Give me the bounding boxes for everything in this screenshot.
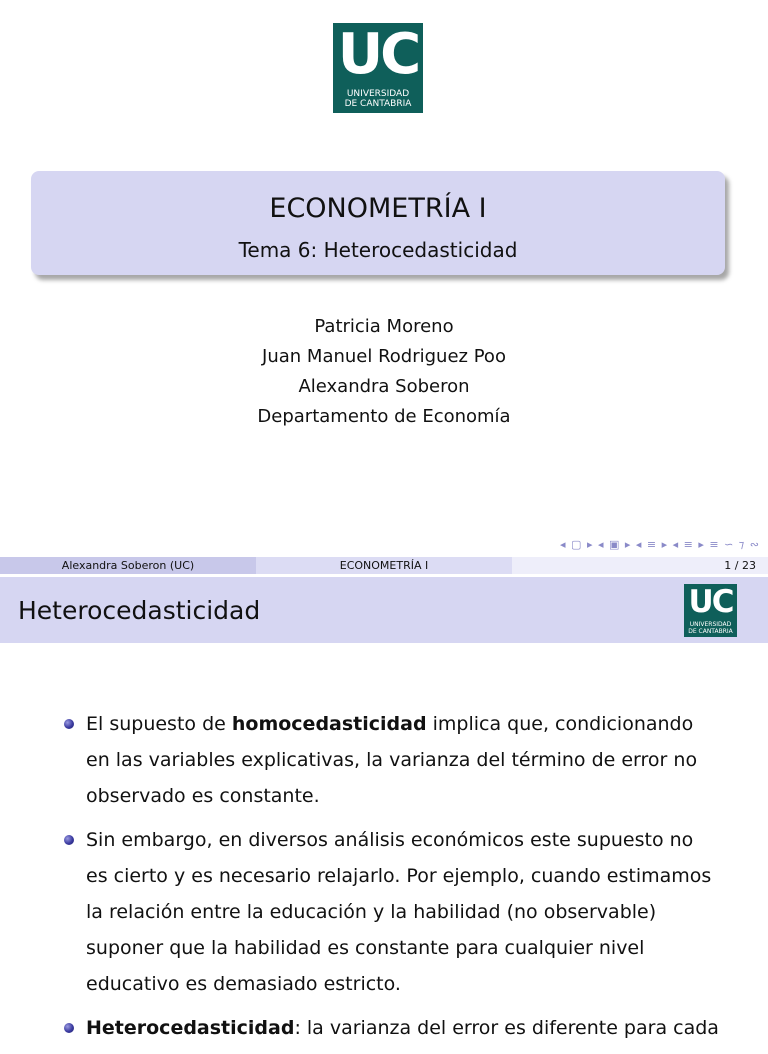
bullet-text: : la varianza del error es diferente para cada xyxy=(294,1017,719,1039)
author-name: Juan Manuel Rodriguez Poo xyxy=(262,346,506,367)
logo-text: UC xyxy=(688,584,733,620)
bullet-text: El supuesto de xyxy=(86,713,232,735)
uc-logo xyxy=(333,23,423,113)
bullet-list xyxy=(60,706,720,1046)
author-list xyxy=(0,312,768,432)
footer-page-box xyxy=(512,557,768,574)
bullet-item xyxy=(60,706,720,814)
footer-page-number: 1 / 23 xyxy=(724,559,756,572)
bullet-icon xyxy=(64,719,74,729)
presentation-title: ECONOMETRÍA I xyxy=(269,193,487,224)
bullet-icon xyxy=(64,835,74,845)
logo-university-line: UNIVERSIDAD xyxy=(346,89,410,99)
bullet-bold-term: Heterocedasticidad xyxy=(86,1017,295,1039)
bullet-text: Sin embargo, en diversos análisis económicos este supuesto no es cierto y es necesario relajarlo. Por ejemplo, cuando estimamos la relación entre la educación y la habilidad (no observable) suponer que la habilidad es constante para cualquier nivel educativo es demasiado estricto. xyxy=(86,829,712,995)
logo-cantabria-line: DE CANTABRIA xyxy=(688,628,733,635)
footer-title: ECONOMETRÍA I xyxy=(256,557,512,574)
frame-content xyxy=(60,706,720,1054)
author-department: Departamento de Economía xyxy=(257,406,511,427)
logo-cantabria-line: DE CANTABRIA xyxy=(344,99,412,109)
bullet-item xyxy=(60,822,720,1002)
author-name: Alexandra Soberon xyxy=(298,376,470,397)
presentation-subtitle: Tema 6: Heterocedasticidad xyxy=(238,238,518,262)
author-name: Patricia Moreno xyxy=(314,316,454,337)
bullet-icon xyxy=(64,1023,74,1033)
footer-author: Alexandra Soberon (UC) xyxy=(0,557,256,574)
bullet-item xyxy=(60,1010,720,1046)
logo-text: UC xyxy=(337,22,419,87)
beamer-navigation-icons[interactable]: ◂ ▢ ▸ ◂ ▣ ▸ ◂ ≡ ▸ ◂ ≡ ▸ ≡ ∽ ⁊ ∾ xyxy=(560,538,760,551)
frame-title: Heterocedasticidad xyxy=(18,596,261,625)
slide-footer xyxy=(0,557,768,574)
frame-header xyxy=(0,577,768,643)
bullet-bold-term: homocedasticidad xyxy=(231,713,427,735)
uc-logo-small xyxy=(684,584,737,637)
bullet-text: implica que, condicionando en las variables explicativas, la varianza del término de error no observado es constante. xyxy=(86,713,698,807)
title-block xyxy=(31,171,725,275)
logo-university-line: UNIVERSIDAD xyxy=(689,621,732,628)
